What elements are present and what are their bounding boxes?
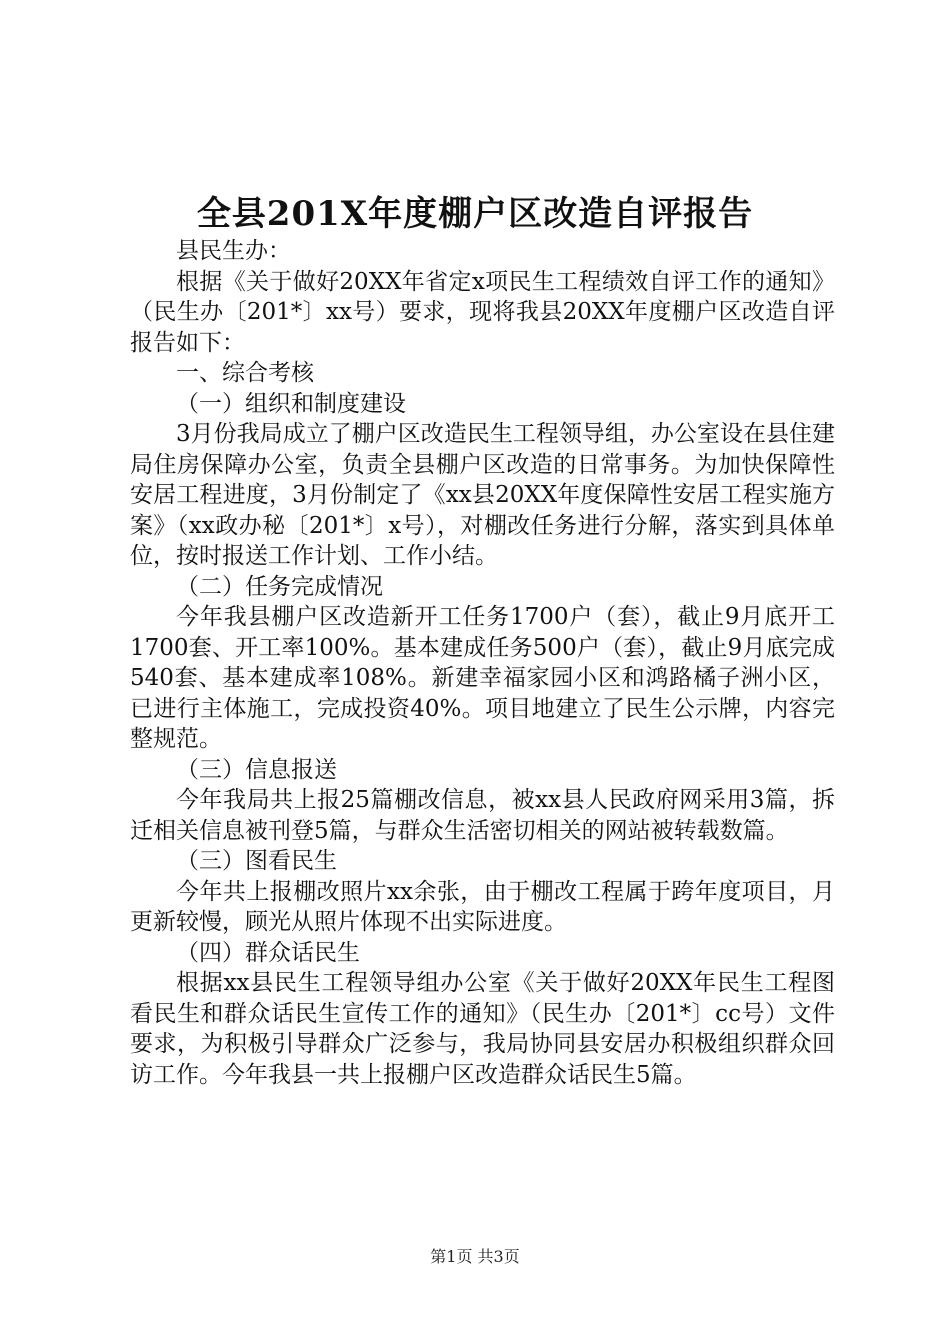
- paragraph-task-completion: 今年我县棚户区改造新开工任务1700户（套），截止9月底开工1700套、开工率100%。基本建成任务500户（套），截止9月底完成540套、基本建成率108%。新建幸福家园小区和鸿路橘子洲小区，已进行主体施工，完成投资40%。项目地建立了民生公示牌，内容完整规范。: [130, 604, 835, 752]
- subsection-heading-information: （三）信息报送: [176, 756, 337, 783]
- subsection-heading-task-completion: （二）任务完成情况: [176, 573, 383, 600]
- subsection-heading-photos: （三）图看民生: [176, 848, 337, 874]
- paragraph-information: 今年我局共上报25篇棚改信息，被xx县人民政府网采用3篇，拆迁相关信息被刊登5篇，与群众生活密切相关的网站被转载数篇。: [130, 787, 835, 844]
- document-title: 全县201X年度棚户区改造自评报告: [196, 194, 754, 234]
- section-heading-comprehensive: 一、综合考核: [176, 360, 314, 386]
- intro-paragraph: 根据《关于做好20XX年省定x项民生工程绩效自评工作的通知》（民生办〔201*〕xx号）要求，现将我县20XX年度棚户区改造自评报告如下：: [130, 268, 835, 356]
- subsection-heading-organization: （一）组织和制度建设: [176, 390, 406, 417]
- paragraph-organization: 3月份我局成立了棚户区改造民生工程领导组，办公室设在县住建局住房保障办公室，负责全县棚户区改造的日常事务。为加快保障性安居工程进度，3月份制定了《xx县20XX年度保障性安居工程实施方案》（xx政办秘〔201*〕x号），对棚改任务进行分解，落实到具体单位，按时报送工作计划、工作小结。: [130, 421, 835, 569]
- subsection-heading-public-voice: （四）群众话民生: [176, 939, 360, 966]
- paragraph-photos: 今年共上报棚改照片xx余张，由于棚改工程属于跨年度项目，月更新较慢，顾光从照片体现不出实际进度。: [130, 878, 835, 935]
- document-body: [130, 236, 835, 1090]
- salutation: 县民生办：: [176, 238, 291, 264]
- page-number-footer: 第1页 共3页: [430, 1247, 520, 1266]
- paragraph-public-voice: 根据xx县民生工程领导组办公室《关于做好20XX年民生工程图看民生和群众话民生宣传工作的通知》（民生办〔201*〕cc号）文件要求，为积极引导群众广泛参与，我局协同县安居办积极组织群众回访工作。今年我县一共上报棚户区改造群众话民生5篇。: [130, 970, 835, 1088]
